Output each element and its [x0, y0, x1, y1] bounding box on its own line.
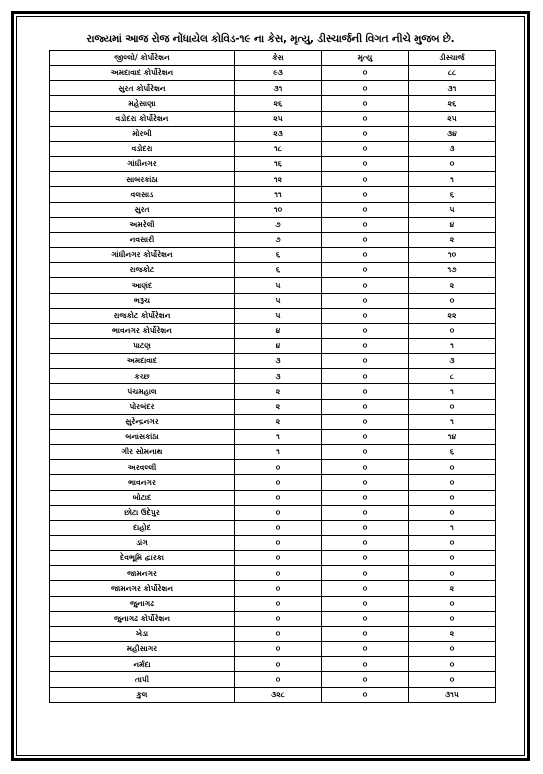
table-row — [50, 263, 496, 278]
cell-discharged: ૨ — [409, 278, 496, 293]
cell-deaths: ૦ — [322, 232, 409, 247]
cell-deaths: ૦ — [322, 96, 409, 111]
table-header-row — [50, 51, 496, 66]
cell-cases: ૦ — [235, 581, 322, 596]
cell-discharged: ૩૧ — [409, 81, 496, 96]
table-row — [50, 323, 496, 338]
cell-district: જામનગર કોર્પોરેશન — [50, 581, 235, 596]
cell-deaths: ૦ — [322, 475, 409, 490]
cell-cases: ૩ — [235, 369, 322, 384]
cell-district: ગીર સોમનાથ — [50, 445, 235, 460]
cell-deaths: ૦ — [322, 672, 409, 687]
cell-discharged: ૨૫ — [409, 111, 496, 126]
table-row — [50, 81, 496, 96]
cell-discharged: ૧ — [409, 338, 496, 353]
table-body — [50, 66, 496, 687]
cell-district: ડાંગ — [50, 536, 235, 551]
cell-discharged: ૦ — [409, 157, 496, 172]
cell-discharged: ૦ — [409, 323, 496, 338]
table-row — [50, 66, 496, 81]
table-row — [50, 172, 496, 187]
table-row — [50, 202, 496, 217]
cell-district: ભાવનગર કોર્પોરેશન — [50, 323, 235, 338]
cell-cases: ૦ — [235, 657, 322, 672]
cell-cases: ૦ — [235, 460, 322, 475]
cell-district: નર્મદા — [50, 657, 235, 672]
cell-discharged: ૨ — [409, 626, 496, 641]
cell-deaths: ૦ — [322, 520, 409, 535]
cell-deaths: ૦ — [322, 536, 409, 551]
table-row — [50, 490, 496, 505]
table-row — [50, 354, 496, 369]
header-district: જીલ્લો/ કોર્પોરેશન — [50, 51, 235, 66]
table-row — [50, 111, 496, 126]
cell-district: અમદાવાદ — [50, 354, 235, 369]
table-row — [50, 141, 496, 156]
cell-cases: ૦ — [235, 626, 322, 641]
cell-district: વલસાડ — [50, 187, 235, 202]
cell-deaths: ૦ — [322, 248, 409, 263]
cell-district: અમરેલી — [50, 217, 235, 232]
table-row — [50, 369, 496, 384]
cell-cases: ૫ — [235, 308, 322, 323]
table-row — [50, 672, 496, 687]
table-row — [50, 536, 496, 551]
table-row — [50, 248, 496, 263]
cell-cases: ૬ — [235, 263, 322, 278]
cell-cases: ૧૧ — [235, 187, 322, 202]
cell-cases: ૯૩ — [235, 66, 322, 81]
cell-discharged: ૧૪ — [409, 429, 496, 444]
cell-discharged: ૩ — [409, 354, 496, 369]
cell-cases: ૧૨ — [235, 172, 322, 187]
cell-district: બનાસકાંઠા — [50, 429, 235, 444]
table-row — [50, 308, 496, 323]
cell-deaths: ૦ — [322, 111, 409, 126]
cell-cases: ૦ — [235, 490, 322, 505]
cell-discharged: ૦ — [409, 460, 496, 475]
cell-discharged: ૧૭ — [409, 263, 496, 278]
table-row — [50, 505, 496, 520]
cell-district: તાપી — [50, 672, 235, 687]
cell-cases: ૧૮ — [235, 141, 322, 156]
total-label: કુલ — [50, 687, 235, 702]
cell-deaths: ૦ — [322, 263, 409, 278]
total-deaths: ૦ — [322, 687, 409, 702]
table-row — [50, 293, 496, 308]
cell-cases: ૦ — [235, 566, 322, 581]
cell-discharged: ૦ — [409, 490, 496, 505]
cell-discharged: ૮ — [409, 369, 496, 384]
cell-cases: ૬ — [235, 248, 322, 263]
cell-district: દાહોદ — [50, 520, 235, 535]
cell-district: કચ્છ — [50, 369, 235, 384]
table-row — [50, 657, 496, 672]
cell-cases: ૩ — [235, 354, 322, 369]
cell-discharged: ૧૦ — [409, 248, 496, 263]
cell-discharged: ૦ — [409, 642, 496, 657]
cell-discharged: ૦ — [409, 672, 496, 687]
cell-district: ગાંધીનગર — [50, 157, 235, 172]
cell-discharged: ૫ — [409, 202, 496, 217]
cell-cases: ૪ — [235, 338, 322, 353]
cell-district: પંચમહાલ — [50, 384, 235, 399]
cell-deaths: ૦ — [322, 384, 409, 399]
cell-cases: ૦ — [235, 505, 322, 520]
cell-discharged: ૬ — [409, 445, 496, 460]
cell-cases: ૦ — [235, 642, 322, 657]
cell-discharged: ૦ — [409, 657, 496, 672]
cell-discharged: ૧ — [409, 414, 496, 429]
cell-deaths: ૦ — [322, 596, 409, 611]
cell-cases: ૨ — [235, 384, 322, 399]
table-row — [50, 96, 496, 111]
covid-district-table — [49, 50, 496, 703]
table-total-row — [50, 687, 496, 702]
cell-cases: ૧ — [235, 429, 322, 444]
cell-discharged: ૦ — [409, 505, 496, 520]
cell-cases: ૨ — [235, 399, 322, 414]
cell-discharged: ૨ — [409, 232, 496, 247]
cell-deaths: ૦ — [322, 81, 409, 96]
cell-discharged: ૮૮ — [409, 66, 496, 81]
cell-district: રાજકોટ કોર્પોરેશન — [50, 308, 235, 323]
cell-cases: ૨૫ — [235, 111, 322, 126]
cell-discharged: ૩ — [409, 141, 496, 156]
table-row — [50, 475, 496, 490]
cell-deaths: ૦ — [322, 308, 409, 323]
cell-deaths: ૦ — [322, 338, 409, 353]
cell-deaths: ૦ — [322, 551, 409, 566]
cell-district: રાજકોટ — [50, 263, 235, 278]
cell-cases: ૦ — [235, 611, 322, 626]
cell-discharged: ૧ — [409, 384, 496, 399]
table-row — [50, 384, 496, 399]
page-title: રાજ્યમાં આજ રોજ નોંધાયેલ કોવિડ-૧૯ ના કેસ, મૃત્યુ, ડીસ્ચાર્જની વિગત નીચે મુજબ છે. — [86, 33, 455, 45]
cell-deaths: ૦ — [322, 626, 409, 641]
cell-cases: ૧૬ — [235, 157, 322, 172]
cell-deaths: ૦ — [322, 445, 409, 460]
cell-district: વડોદરા — [50, 141, 235, 156]
cell-district: છોટા ઉદેપુર — [50, 505, 235, 520]
cell-deaths: ૦ — [322, 217, 409, 232]
cell-district: સુરત કોર્પોરેશન — [50, 81, 235, 96]
cell-discharged: ૧ — [409, 172, 496, 187]
cell-cases: ૫ — [235, 278, 322, 293]
cell-discharged: ૧ — [409, 520, 496, 535]
cell-deaths: ૦ — [322, 369, 409, 384]
cell-deaths: ૦ — [322, 202, 409, 217]
cell-cases: ૭ — [235, 217, 322, 232]
cell-discharged: ૦ — [409, 293, 496, 308]
cell-cases: ૦ — [235, 520, 322, 535]
cell-district: અમદાવાદ કોર્પોરેશન — [50, 66, 235, 81]
cell-cases: ૨૬ — [235, 96, 322, 111]
cell-discharged: ૦ — [409, 566, 496, 581]
cell-district: મહેસાણા — [50, 96, 235, 111]
total-discharged: ૩૧૫ — [409, 687, 496, 702]
table-row — [50, 581, 496, 596]
cell-deaths: ૦ — [322, 490, 409, 505]
table-row — [50, 566, 496, 581]
cell-cases: ૧૦ — [235, 202, 322, 217]
cell-discharged: ૦ — [409, 399, 496, 414]
cell-cases: ૫ — [235, 293, 322, 308]
cell-cases: ૦ — [235, 672, 322, 687]
cell-deaths: ૦ — [322, 323, 409, 338]
cell-district: ખેડા — [50, 626, 235, 641]
cell-cases: ૨ — [235, 414, 322, 429]
table-row — [50, 414, 496, 429]
cell-discharged: ૪ — [409, 217, 496, 232]
cell-cases: ૦ — [235, 536, 322, 551]
cell-deaths: ૦ — [322, 399, 409, 414]
header-deaths: મૃત્યુ — [322, 51, 409, 66]
cell-district: નવસારી — [50, 232, 235, 247]
cell-deaths: ૦ — [322, 187, 409, 202]
table-row — [50, 429, 496, 444]
cell-deaths: ૦ — [322, 505, 409, 520]
cell-discharged: ૦ — [409, 551, 496, 566]
cell-deaths: ૦ — [322, 566, 409, 581]
cell-district: અરવલ્લી — [50, 460, 235, 475]
cell-district: ભરૂચ — [50, 293, 235, 308]
cell-deaths: ૦ — [322, 354, 409, 369]
header-cases: કેસ — [235, 51, 322, 66]
cell-cases: ૧ — [235, 445, 322, 460]
cell-district: મહીસાગર — [50, 642, 235, 657]
cell-district: સુરેન્દ્રનગર — [50, 414, 235, 429]
cell-discharged: ૨૬ — [409, 96, 496, 111]
cell-deaths: ૦ — [322, 66, 409, 81]
cell-cases: ૪ — [235, 323, 322, 338]
table-row — [50, 278, 496, 293]
cell-cases: ૦ — [235, 596, 322, 611]
cell-district: પાટણ — [50, 338, 235, 353]
table-row — [50, 611, 496, 626]
cell-discharged: ૦ — [409, 596, 496, 611]
cell-cases: ૦ — [235, 551, 322, 566]
cell-deaths: ૦ — [322, 157, 409, 172]
cell-district: જુનાગઢ — [50, 596, 235, 611]
cell-deaths: ૦ — [322, 293, 409, 308]
cell-discharged: ૨ — [409, 581, 496, 596]
cell-district: વડોદરા કોર્પોરેશન — [50, 111, 235, 126]
cell-district: સાબરકાંઠા — [50, 172, 235, 187]
cell-district: ગાંધીનગર કોર્પોરેશન — [50, 248, 235, 263]
table-row — [50, 626, 496, 641]
table-row — [50, 520, 496, 535]
table-row — [50, 551, 496, 566]
cell-district: સુરત — [50, 202, 235, 217]
table-row — [50, 399, 496, 414]
header-discharged: ડીસ્ચાર્જ — [409, 51, 496, 66]
cell-district: જામનગર — [50, 566, 235, 581]
table-row — [50, 157, 496, 172]
cell-deaths: ૦ — [322, 611, 409, 626]
cell-district: પોરબંદર — [50, 399, 235, 414]
cell-deaths: ૦ — [322, 172, 409, 187]
cell-deaths: ૦ — [322, 141, 409, 156]
cell-deaths: ૦ — [322, 278, 409, 293]
cell-cases: ૨૩ — [235, 126, 322, 141]
cell-discharged: ૦ — [409, 536, 496, 551]
table-row — [50, 596, 496, 611]
cell-district: દેવભૂમિ દ્વારકા — [50, 551, 235, 566]
total-cases: ૩૨૮ — [235, 687, 322, 702]
cell-deaths: ૦ — [322, 460, 409, 475]
cell-cases: ૩૧ — [235, 81, 322, 96]
table-row — [50, 460, 496, 475]
table-row — [50, 232, 496, 247]
cell-discharged: ૨૨ — [409, 308, 496, 323]
cell-district: જુનાગઢ કોર્પોરેશન — [50, 611, 235, 626]
cell-discharged: ૦ — [409, 475, 496, 490]
cell-deaths: ૦ — [322, 581, 409, 596]
cell-deaths: ૦ — [322, 429, 409, 444]
table-row — [50, 338, 496, 353]
cell-district: ભાવનગર — [50, 475, 235, 490]
cell-deaths: ૦ — [322, 126, 409, 141]
cell-cases: ૦ — [235, 475, 322, 490]
table-row — [50, 217, 496, 232]
cell-district: મોરબી — [50, 126, 235, 141]
cell-discharged: ૬ — [409, 187, 496, 202]
cell-district: આણંદ — [50, 278, 235, 293]
table-row — [50, 445, 496, 460]
cell-discharged: ૩૪ — [409, 126, 496, 141]
cell-deaths: ૦ — [322, 657, 409, 672]
table-row — [50, 187, 496, 202]
table-row — [50, 126, 496, 141]
cell-discharged: ૦ — [409, 611, 496, 626]
cell-cases: ૭ — [235, 232, 322, 247]
cell-district: બોટાદ — [50, 490, 235, 505]
cell-deaths: ૦ — [322, 414, 409, 429]
cell-deaths: ૦ — [322, 642, 409, 657]
table-row — [50, 642, 496, 657]
